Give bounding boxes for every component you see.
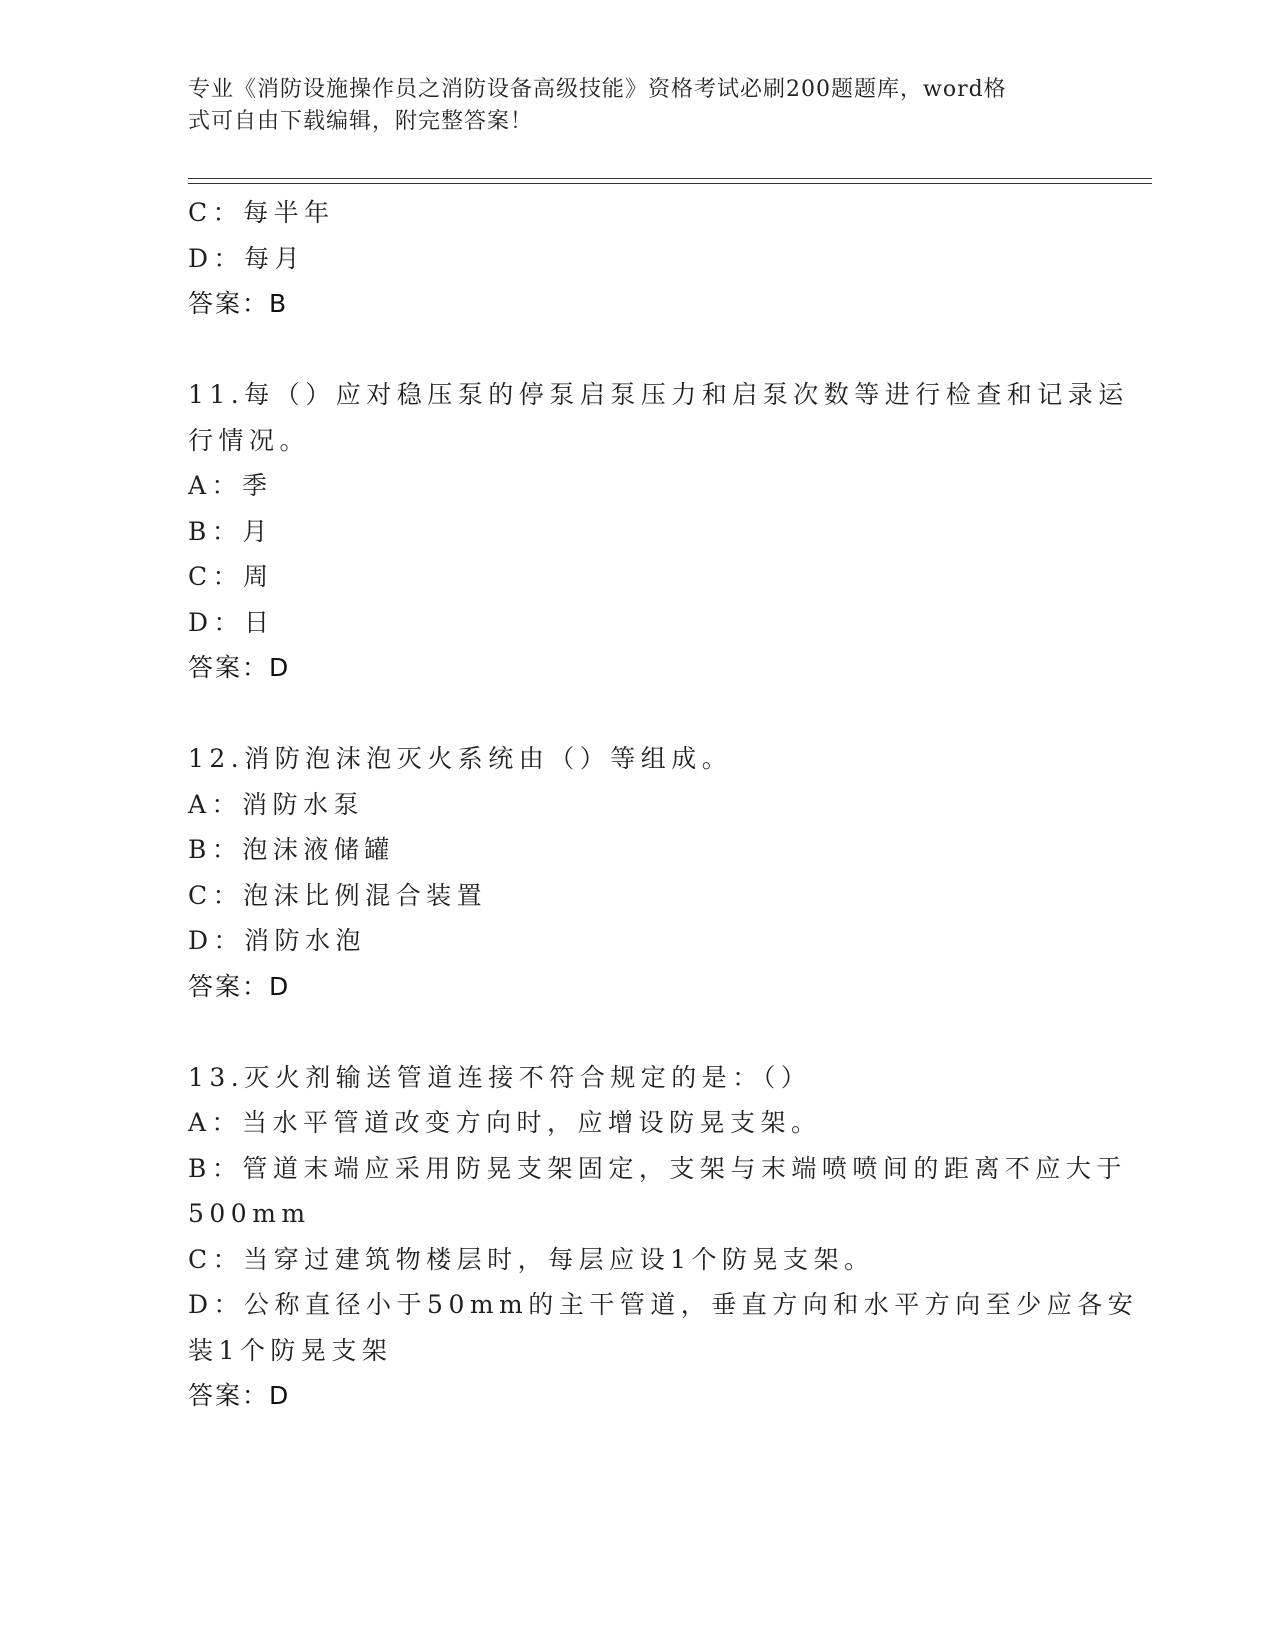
option-c: C：当穿过建筑物楼层时，每层应设1个防晃支架。 <box>188 1244 875 1274</box>
option-c: C：每半年 <box>188 198 335 227</box>
option-d: D：消防水泡 <box>188 926 367 955</box>
option-a: A：当水平管道改变方向时，应增设防晃支架。 <box>188 1108 822 1137</box>
option-d-continued: 装1个防晃支架 <box>188 1335 393 1365</box>
option-c: C：泡沫比例混合装置 <box>188 880 488 910</box>
document-header <box>188 74 1068 138</box>
answer: 答案：D <box>188 1381 291 1410</box>
answer: 答案：D <box>188 653 291 682</box>
question-stem: 12.消防泡沫泡灭火系统由（）等组成。 <box>188 744 733 773</box>
question-stem: 13.灭火剂输送管道连接不符合规定的是：（） <box>188 1062 812 1092</box>
question-12 <box>188 736 1088 1009</box>
spacer <box>188 691 1088 737</box>
answer: 答案：B <box>188 289 289 318</box>
option-d: D：公称直径小于50mm的主干管道，垂直方向和水平方向至少应各安 <box>188 1290 1139 1319</box>
question-11 <box>188 372 1129 691</box>
header-rule-bottom <box>188 183 1152 184</box>
previous-question-tail <box>188 190 1088 327</box>
option-b: B：泡沫液储罐 <box>188 835 395 864</box>
header-line-1: 专业《消防设施操作员之消防设备高级技能》资格考试必刷200题题库，word格 <box>188 77 1007 102</box>
spacer <box>188 327 1088 373</box>
header-line-2: 式可自由下载编辑，附完整答案！ <box>188 109 534 134</box>
answer: 答案：D <box>188 971 291 1001</box>
question-stem: 行情况。 <box>188 425 311 455</box>
option-d: D：日 <box>188 607 275 637</box>
question-stem: 11.每（）应对稳压泵的停泵启泵压力和启泵次数等进行检查和记录运 <box>188 380 1129 409</box>
option-b-continued: 500mm <box>188 1199 311 1228</box>
option-d: D：每月 <box>188 243 306 273</box>
option-a: A：消防水泵 <box>188 789 365 819</box>
option-b: B：管道末端应采用防晃支架固定，支架与末端喷喷间的距离不应大于 <box>188 1153 1127 1183</box>
question-13 <box>188 1055 1139 1419</box>
document-body <box>188 190 1139 1419</box>
header-rule-top <box>188 178 1152 179</box>
option-c: C：周 <box>188 562 274 591</box>
option-a: A：季 <box>188 471 273 500</box>
option-b: B：月 <box>188 516 273 546</box>
spacer <box>188 1009 1088 1055</box>
